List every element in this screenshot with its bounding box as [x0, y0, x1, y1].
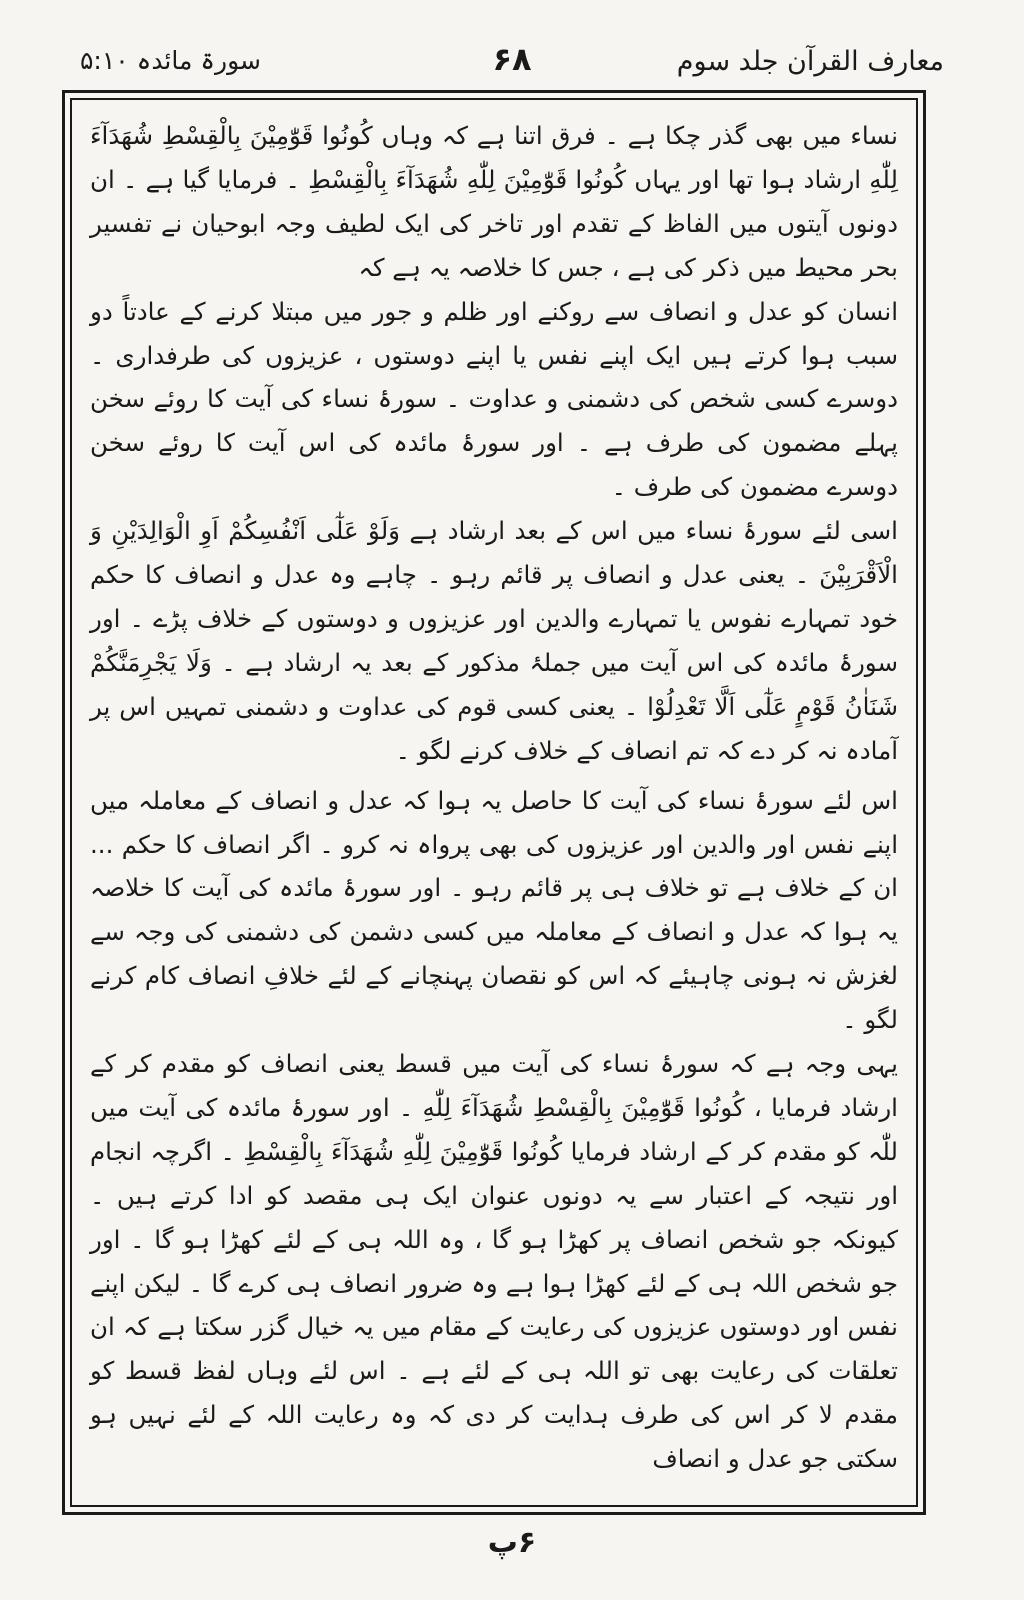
surah-reference: سورۃ مائدہ ۵:۱۰ [80, 46, 261, 75]
paragraph-1: نساء میں بھی گذر چکا ہے ۔ فرق اتنا ہے کہ وہاں کُونُوا قَوّٰمِیْنَ بِالْقِسْطِ شُهَدَآءَ لِلّٰهِ ارشاد ہوا تھا اور یہاں کُونُوا قَوّٰمِیْنَ لِلّٰهِ شُهَدَآءَ بِالْقِسْطِ ۔ فرمایا گیا ہے ۔ ان دونوں آیتوں میں الفاظ کے تقدم اور تاخر کی ایک لطیف وجہ ابوحیان نے تفسیر بحر محیط میں ذکر کی ہے ، جس کا خلاصہ یہ ہے کہ [90, 121, 898, 282]
page-border-outer [62, 90, 926, 1515]
main-text [90, 114, 898, 1481]
book-title: معارف القرآن جلد سوم [676, 46, 944, 77]
paragraph-3: اسی لئے سورۂ نساء میں اس کے بعد ارشاد ہے وَلَوْ عَلٰٓی اَنْفُسِكُمْ اَوِ الْوَالِدَیْنِ وَ الْاَقْرَبِیْنَ ۔ یعنی عدل و انصاف پر قائم رہو ۔ چاہے وہ عدل و انصاف کا حکم خود تمہارے نفوس یا تمہارے والدین اور عزیزوں و دوستوں کے خلاف پڑے ۔ اور سورۂ مائدہ کی اس آیت میں جملۂ مذکور کے بعد یہ ارشاد ہے ۔ وَلَا یَجْرِمَنَّكُمْ شَنَاٰنُ قَوْمٍ عَلٰٓی اَلَّا تَعْدِلُوْا ۔ یعنی کسی قوم کی عداوت و دشمنی تمہیں اس پر آمادہ نہ کر دے کہ تم انصاف کے خلاف کرنے لگو ۔ [90, 516, 898, 765]
paragraph-4: اس لئے سورۂ نساء کی آیت کا حاصل یہ ہوا کہ عدل و انصاف کے معاملہ میں اپنے نفس اور والدین اور عزیزوں کی بھی پرواہ نہ کرو ۔ اگر انصاف کا حکم ... ان کے خلاف ہے تو خلاف ہی پر قائم رہو ۔ اور سورۂ مائدہ کی آیت کا خلاصہ یہ ہوا کہ عدل و انصاف کے معاملہ میں کسی دشمن کی دشمنی کی وجہ سے لغزش نہ ہونی چاہیئے کہ اس کو نقصان پہنچانے کے لئے خلافِ انصاف کام کرنے لگو ۔ [90, 785, 898, 1035]
paragraph-2: انسان کو عدل و انصاف سے روکنے اور ظلم و جور میں مبتلا کرنے کے عادتاً دو سبب ہوا کرتے ہیں ایک اپنے نفس یا اپنے دوستوں ، عزیزوں کی طرفداری ۔ دوسرے کسی شخص کی دشمنی و عداوت ۔ سورۂ نساء کی آیت کا روئے سخن پہلے مضمون کی طرف ہے ۔ اور سورۂ مائدہ کی اس آیت کا روئے سخن دوسرے مضمون کی طرف ۔ [90, 296, 898, 502]
signature-mark: ۶پ [487, 1525, 537, 1560]
page-number: ۶۸ [492, 40, 532, 78]
paragraph-5: یہی وجہ ہے کہ سورۂ نساء کی آیت میں قسط یعنی انصاف کو مقدم کر کے ارشاد فرمایا ، کُونُوا قَوّٰمِیْنَ بِالْقِسْطِ شُهَدَآءَ لِلّٰهِ ۔ اور سورۂ مائدہ کی آیت میں للّٰہ کو مقدم کر کے ارشاد فرمایا کُونُوا قَوّٰمِیْنَ لِلّٰهِ شُهَدَآءَ بِالْقِسْطِ ۔ اگرچہ انجام اور نتیجہ کے اعتبار سے یہ دونوں عنوان ایک ہی مقصد کو ادا کرتے ہیں ۔ کیونکہ جو شخص انصاف پر کھڑا ہو گا ، وہ اللہ ہی کے لئے کھڑا ہو گا ۔ اور جو شخص اللہ ہی کے لئے کھڑا ہوا ہے وہ ضرور انصاف ہی کرے گا ۔ لیکن اپنے نفس اور دوستوں عزیزوں کی رعایت کے مقام میں یہ خیال گزر سکتا ہے کہ ان تعلقات کی رعایت بھی تو اللہ ہی کے لئے ہے ۔ اس لئے وہاں لفظ قسط کو مقدم لا کر اس کی طرف ہدایت کر دی کہ وہ رعایت اللہ کے لئے نہیں ہو سکتی جو عدل و انصاف [90, 1049, 898, 1474]
page-header [60, 40, 964, 90]
page-border-inner [70, 98, 918, 1507]
